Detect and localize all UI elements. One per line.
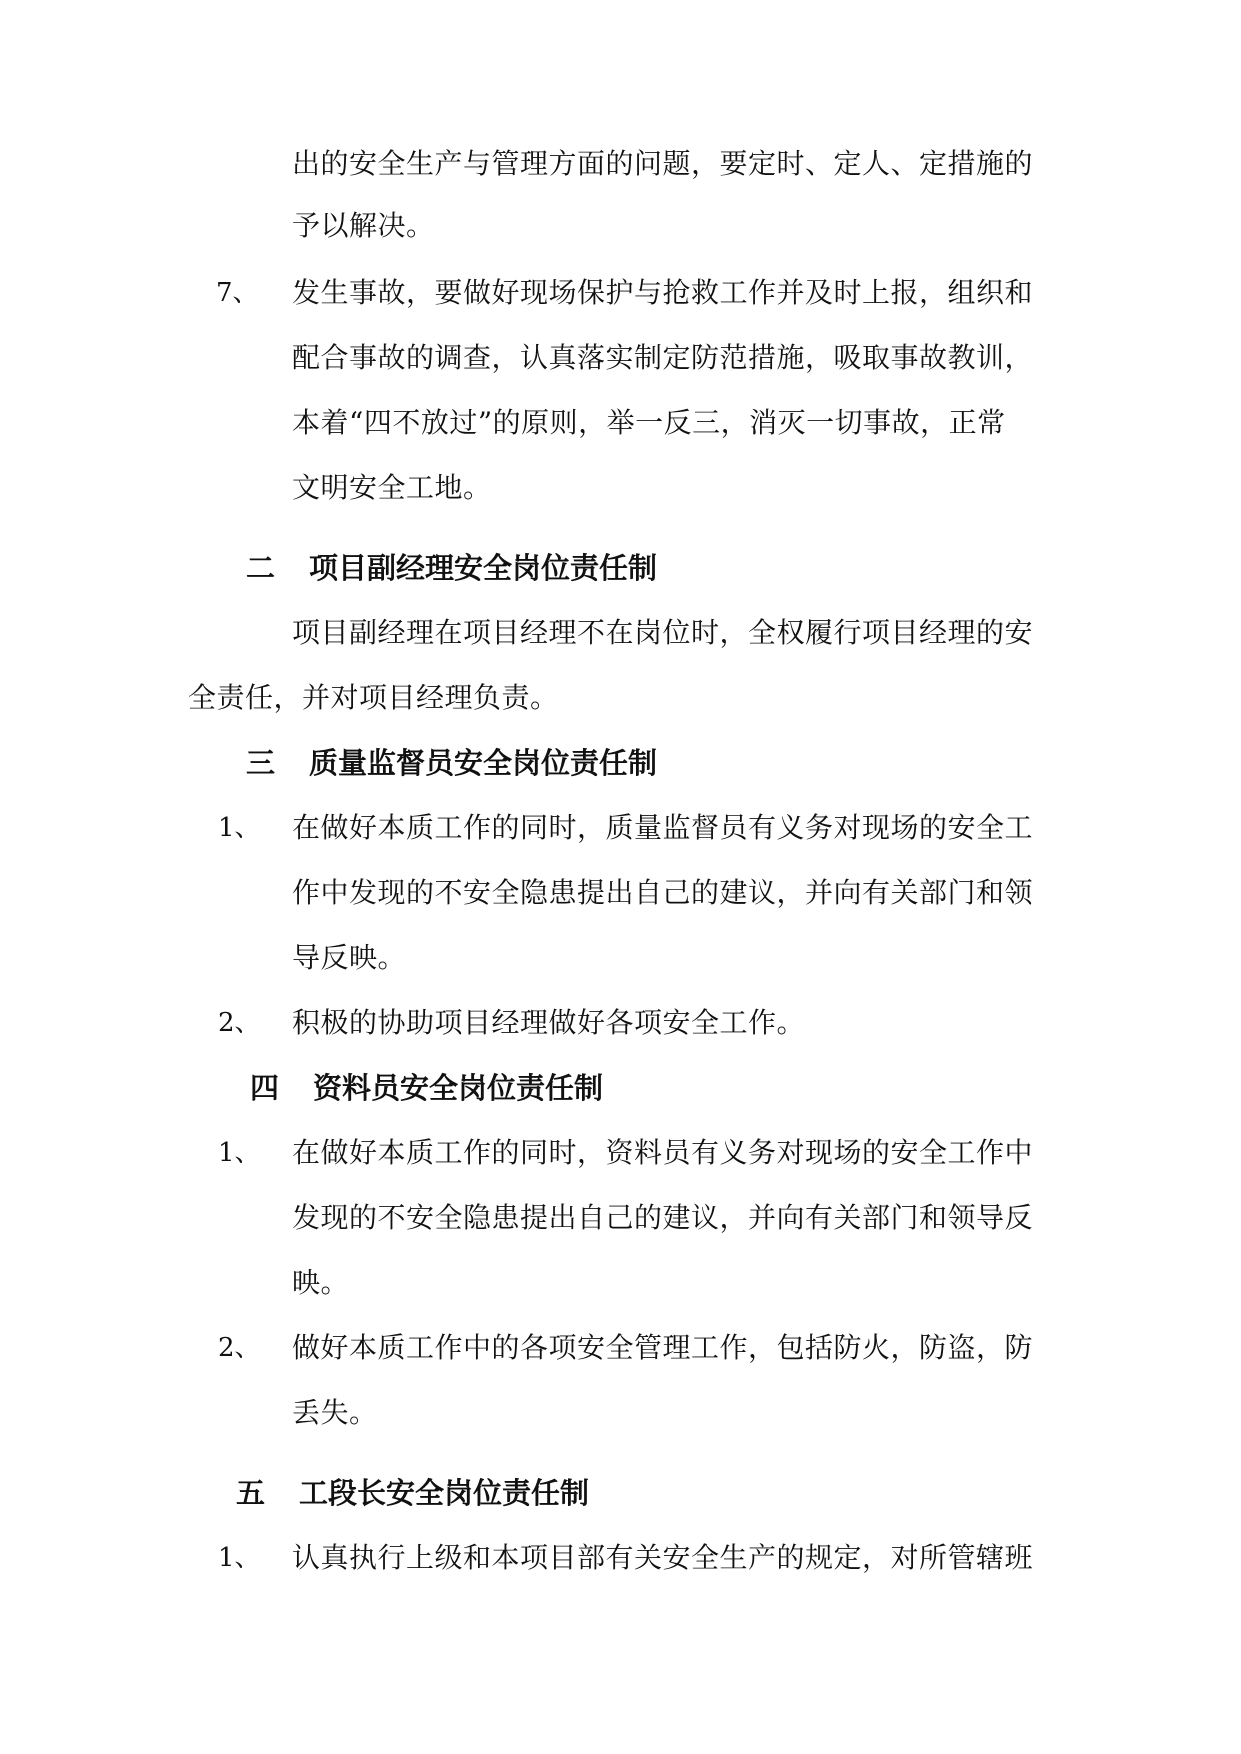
text-line: 文明安全工地。 (292, 471, 492, 504)
list-number: 7、 (216, 278, 259, 308)
text-line: 在做好本质工作的同时，质量监督员有义务对现场的安全工 (292, 811, 1034, 844)
text-line: 发生事故，要做好现场保护与抢救工作并及时上报，组织和 (292, 276, 1034, 309)
list-number: 1、 (218, 1543, 261, 1573)
paragraph-line: 项目副经理在项目经理不在岗位时，全权履行项目经理的安 (292, 616, 1034, 649)
list-number: 2、 (218, 1008, 261, 1038)
section-title: 项目副经理安全岗位责任制 (309, 551, 658, 585)
paragraph-line: 全责任，并对项目经理负责。 (188, 681, 559, 714)
list-number: 1、 (218, 813, 261, 843)
text-line: 配合事故的调查，认真落实制定防范措施，吸取事故教训， (292, 341, 1034, 374)
text-line: 做好本质工作中的各项安全管理工作，包括防火，防盗，防 (292, 1331, 1034, 1364)
section-title: 工段长安全岗位责任制 (299, 1476, 590, 1510)
text-line: 作中发现的不安全隐患提出自己的建议，并向有关部门和领 (292, 876, 1034, 909)
text-line: 丢失。 (292, 1396, 378, 1429)
section-number: 二 (246, 551, 276, 585)
section-heading (246, 548, 657, 588)
section-heading (246, 743, 657, 783)
text-line: 出的安全生产与管理方面的问题，要定时、定人、定措施的 (292, 147, 1034, 180)
section-heading (250, 1068, 603, 1108)
text-line: 积极的协助项目经理做好各项安全工作。 (292, 1006, 806, 1039)
list-number: 2、 (218, 1333, 261, 1363)
section-heading (236, 1473, 589, 1513)
text-line: 在做好本质工作的同时，资料员有义务对现场的安全工作中 (292, 1136, 1034, 1169)
section-number: 四 (250, 1071, 280, 1105)
section-title: 资料员安全岗位责任制 (313, 1071, 604, 1105)
text-line: 予以解决。 (292, 209, 435, 242)
section-number: 三 (246, 746, 276, 780)
text-line: 导反映。 (292, 941, 407, 974)
text-line: 认真执行上级和本项目部有关安全生产的规定，对所管辖班 (292, 1541, 1034, 1574)
text-line: 发现的不安全隐患提出自己的建议，并向有关部门和领导反 (292, 1201, 1034, 1234)
section-title: 质量监督员安全岗位责任制 (309, 746, 658, 780)
text-line: 映。 (292, 1266, 350, 1299)
section-number: 五 (236, 1476, 266, 1510)
list-number: 1、 (218, 1138, 261, 1168)
text-line: 本着“四不放过”的原则，举一反三，消灭一切事故，正常 (292, 406, 1006, 439)
